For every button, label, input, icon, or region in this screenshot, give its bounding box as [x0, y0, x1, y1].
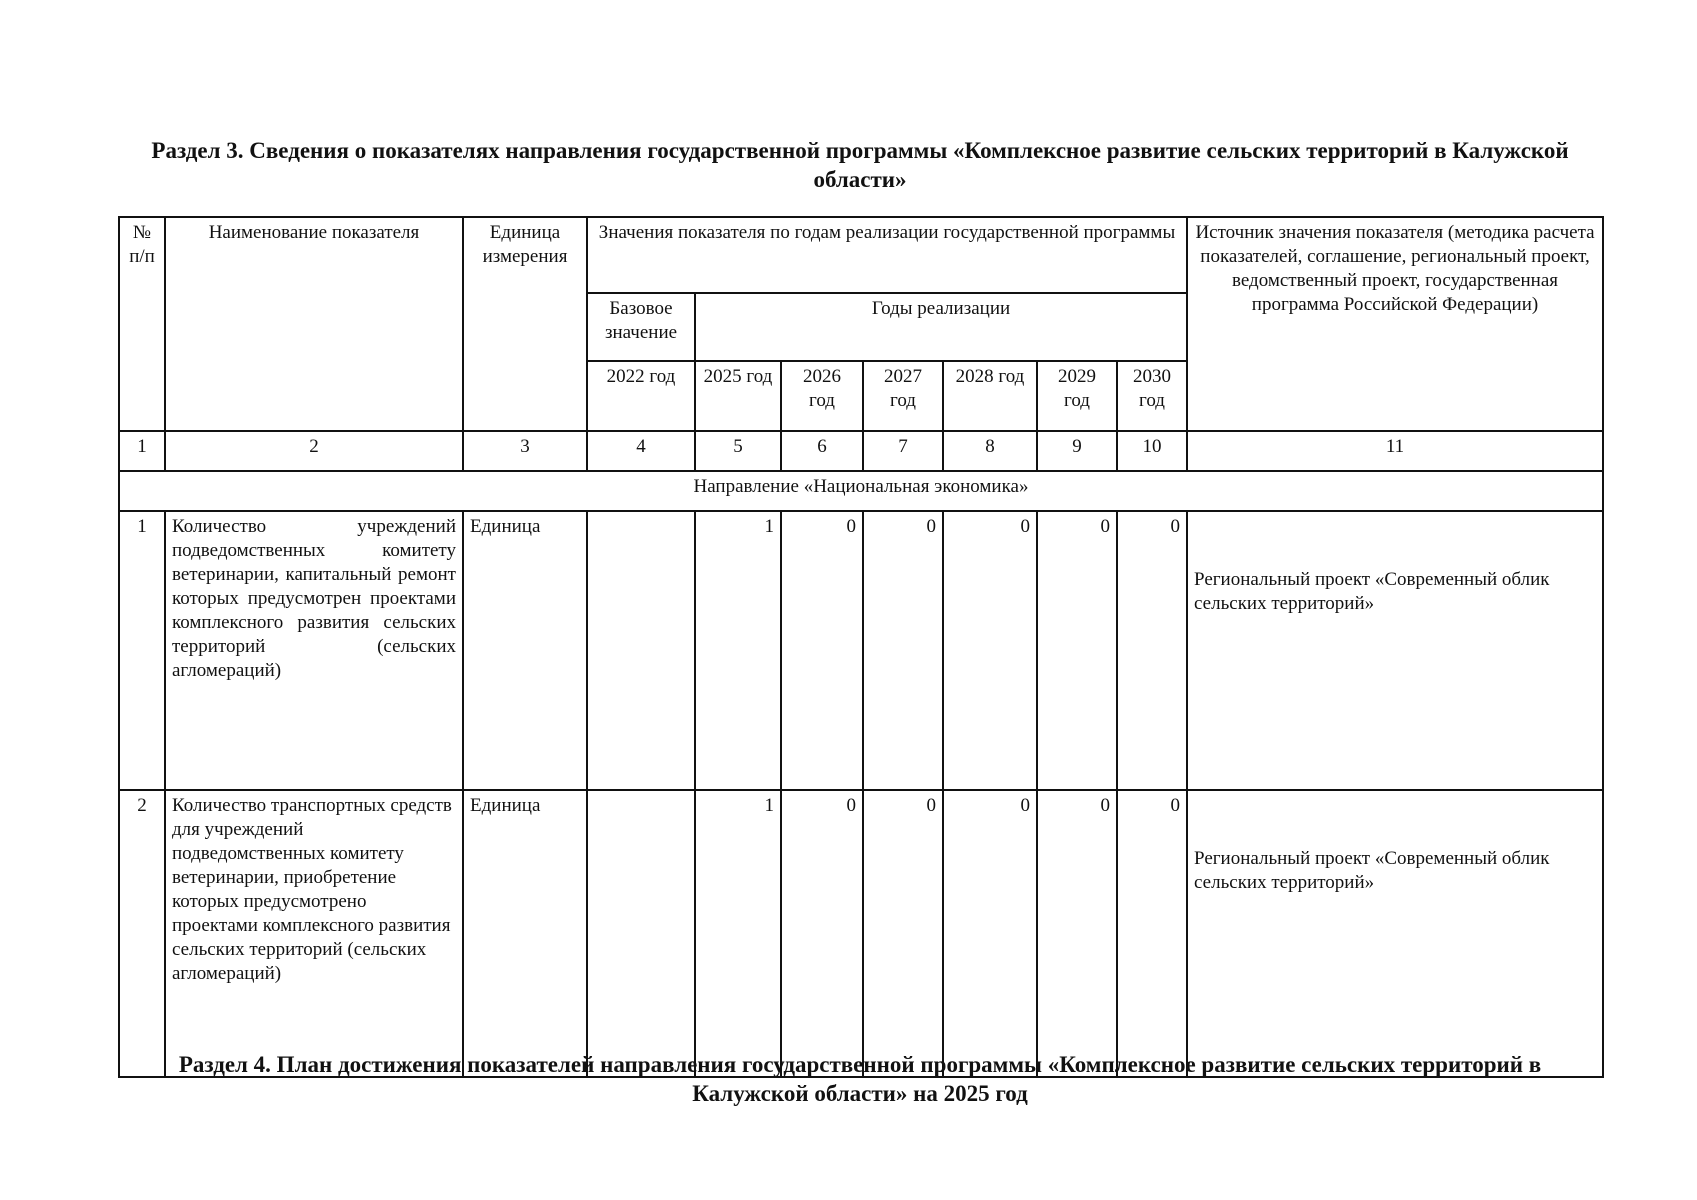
- column-number: 1: [119, 431, 165, 471]
- row-value-2025: 1: [695, 511, 781, 790]
- row-value-2027: 0: [863, 511, 943, 790]
- column-number: 3: [463, 431, 587, 471]
- row-source: Региональный проект «Современный облик сельских территорий»: [1187, 790, 1603, 1077]
- row-value-2029: 0: [1037, 790, 1117, 1077]
- row-indicator-name: Количество транспортных средств для учреждений подведомственных комитету ветеринарии, приобретение которых предусмотрено проектами комплексного развития сельских территорий (сельских агломераций): [165, 790, 463, 1077]
- row-source: Региональный проект «Современный облик сельских территорий»: [1187, 511, 1603, 790]
- header-values-group: Значения показателя по годам реализации государственной программы: [587, 217, 1187, 293]
- column-number: 7: [863, 431, 943, 471]
- row-value-2028: 0: [943, 511, 1037, 790]
- header-years-group: Годы реализации: [695, 293, 1187, 361]
- row-value-2027: 0: [863, 790, 943, 1077]
- header-year-2028: 2028 год: [943, 361, 1037, 431]
- row-value-2030: 0: [1117, 511, 1187, 790]
- row-value-2026: 0: [781, 790, 863, 1077]
- column-number: 6: [781, 431, 863, 471]
- header-year-2027: 2027 год: [863, 361, 943, 431]
- table-row: [119, 511, 1603, 790]
- table-row: [119, 790, 1603, 1077]
- column-number: 5: [695, 431, 781, 471]
- column-number: 9: [1037, 431, 1117, 471]
- header-num: № п/п: [119, 217, 165, 431]
- row-value-2030: 0: [1117, 790, 1187, 1077]
- direction-row: [119, 471, 1603, 511]
- column-number-row: [119, 431, 1603, 471]
- direction-label: Направление «Национальная экономика»: [119, 471, 1603, 511]
- row-value-2028: 0: [943, 790, 1037, 1077]
- row-num: 2: [119, 790, 165, 1077]
- header-source: Источник значения показателя (методика расчета показателей, соглашение, региональный проект, ведомственный проект, государственная программа Российской Федерации): [1187, 217, 1603, 431]
- indicators-table: [118, 216, 1604, 1078]
- header-year-2029: 2029 год: [1037, 361, 1117, 431]
- row-base-value: [587, 511, 695, 790]
- row-value-2029: 0: [1037, 511, 1117, 790]
- header-year-2025: 2025 год: [695, 361, 781, 431]
- header-year-2026: 2026 год: [781, 361, 863, 431]
- column-number: 8: [943, 431, 1037, 471]
- column-number: 4: [587, 431, 695, 471]
- row-indicator-name: Количество учреждений подведомственных комитету ветеринарии, капитальный ремонт которых предусмотрен проектами комплексного развития сельских территорий (сельских агломераций): [165, 511, 463, 790]
- column-number: 11: [1187, 431, 1603, 471]
- header-row-1: [119, 217, 1603, 293]
- header-unit: Единица измерения: [463, 217, 587, 431]
- row-num: 1: [119, 511, 165, 790]
- column-number: 10: [1117, 431, 1187, 471]
- header-name: Наименование показателя: [165, 217, 463, 431]
- row-base-value: [587, 790, 695, 1077]
- header-base-value: Базовое значение: [587, 293, 695, 361]
- row-value-2025: 1: [695, 790, 781, 1077]
- section-3-title: Раздел 3. Сведения о показателях направления государственной программы «Комплексное развитие сельских территорий в Калужской области»: [151, 138, 1569, 192]
- row-value-2026: 0: [781, 511, 863, 790]
- row-unit: Единица: [463, 790, 587, 1077]
- section-4-title: Раздел 4. План достижения показателей направления государственной программы «Комплексное развитие сельских территорий в Калужской области» на 2025 год: [178, 1052, 1542, 1106]
- header-year-2030: 2030 год: [1117, 361, 1187, 431]
- column-number: 2: [165, 431, 463, 471]
- header-base-year: 2022 год: [587, 361, 695, 431]
- row-unit: Единица: [463, 511, 587, 790]
